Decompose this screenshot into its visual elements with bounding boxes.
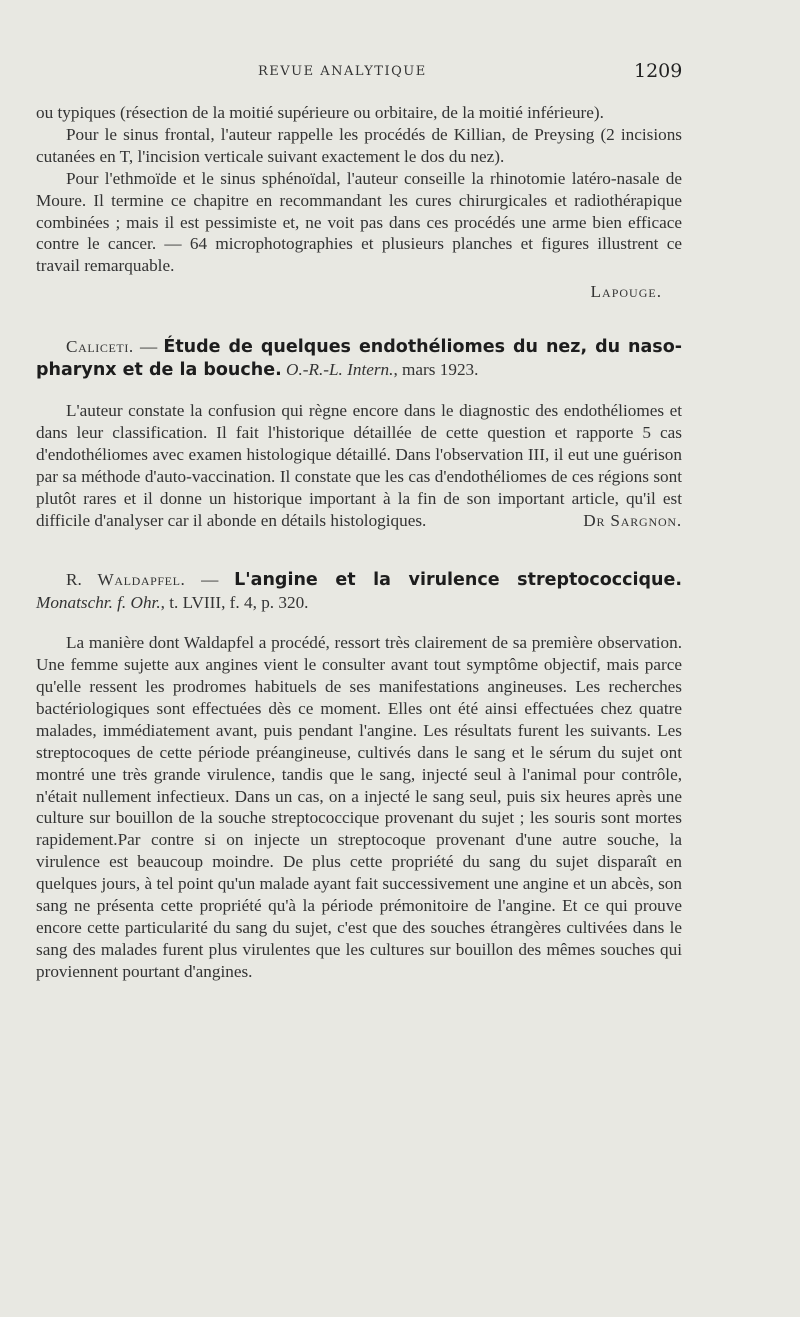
article-title: Étude de quelques endothéliomes du nez, du naso-pharynx et de la bouche.: [36, 337, 682, 381]
article-heading-caliceti: [36, 336, 682, 382]
article-dash: —: [185, 570, 235, 590]
article-title: L'angine et la virulence streptococcique.: [234, 570, 683, 591]
signature-lapouge: Lapouge.: [590, 282, 662, 302]
article-body-caliceti: [36, 400, 682, 531]
article-author: Caliceti.: [66, 337, 134, 357]
article-author: Waldapfel.: [97, 570, 186, 590]
text-column: [36, 102, 682, 983]
article-body-waldapfel: La manière dont Waldapfel a procédé, ressort très clairement de sa première observation. Une femme sujette aux angines vient le consulter avant tout symptôme objectif, mais parce qu'elle ressent les prodromes habituels de ses manifestations angineuses. Les recherches bactériologiques sont effectuées dès ce moment. Elles ont été ainsi effectuées chez quatre malades, immédiatement avant, puis pendant l'angine. Les résultats furent les suivants. Les streptocoques de cette période préangineuse, cultivés dans le sang et le sérum du sujet ont montré une très grande virulence, tandis que le sang, injecté seul à l'animal pour contrôle, n'était nullement infectieux. Dans un cas, on a injecté le sang seul, puis six heures après une culture sur bouillon de la souche streptococcique provenant du sujet ; les souris sont mortes rapidement.Par contre si on injecte un streptocoque provenant d'une autre souche, la virulence est beaucoup moindre. De plus cette propriété du sang du sujet disparaît en quelques jours, à tel point qu'un malade ayant fait successivement une angine et un abcès, son sang ne présenta cette propriété qu'à la période prémonitoire de l'angine. Et ce qui prouve encore cette particularité du sang du sujet, c'est que des souches étrangères cultivées dans le sang des malades furent plus virulentes que les cultures sur bouillon des mêmes souches qui proviennent pourtant d'angines.: [36, 633, 682, 981]
intro-paragraph-1: ou typiques (résection de la moitié supérieure ou orbitaire, de la moitié inférieure).: [36, 103, 604, 122]
article-body-text: L'auteur constate la confusion qui règne encore dans le diagnostic des endothéliomes et dans leur classification. Il fait l'historique détaillée de cette question et rapporte 5 cas d'endothéliomes avec examen histologique détaillé. Dans l'observation III, il eut une guérison par sa méthode d'auto-vaccination. Il constate que les cas d'endothéliomes de ces régions sont plutôt rares et il donne un historique important à la fin de son important article, qu'il est difficile d'analyser car il abonde en détails histologiques.: [36, 400, 682, 530]
running-title: REVUE ANALYTIQUE: [258, 64, 427, 79]
page-number: 1209: [634, 60, 683, 82]
article-dash: —: [133, 337, 164, 357]
running-header: [36, 62, 760, 86]
article-journal: O.-R.-L. Intern.: [286, 360, 394, 380]
article-reference: , t. LVIII, f. 4, p. 320.: [160, 593, 309, 613]
article-author-initial: R.: [66, 570, 98, 590]
article-date: , mars 1923.: [393, 360, 479, 380]
intro-paragraph-2: Pour le sinus frontal, l'auteur rappelle les procédés de Killian, de Preysing (2 incisions cutanées en T, l'incision verticale suivant exactement le dos du nez).: [36, 124, 682, 166]
article-journal: Monatschr. f. Ohr.: [36, 593, 161, 613]
article-heading-waldapfel: [36, 569, 682, 614]
intro-paragraph-3: Pour l'ethmoïde et le sinus sphénoïdal, l'auteur conseille la rhinotomie latéro-nasale de Moure. Il termine ce chapitre en recommandant les cures chirurgicales et radiothérapique combinées ; mais il est pessimiste et, ne voit pas dans ces procédés une arme bien efficace contre le cancer. — 64 microphotographies et plusieurs planches et figures illustrent ce travail remarquable.: [36, 168, 682, 276]
signature-sargnon: Dr Sargnon.: [583, 510, 682, 530]
